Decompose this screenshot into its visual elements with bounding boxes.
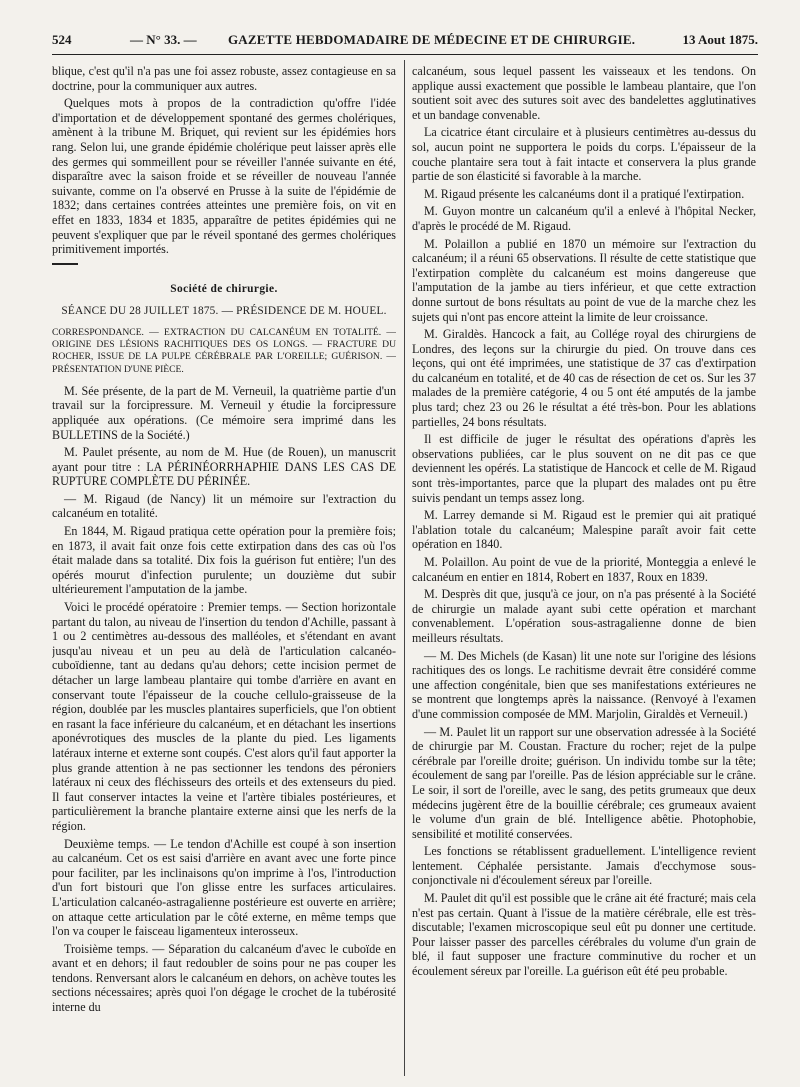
section-heading: Société de chirurgie. xyxy=(170,282,278,295)
paragraph: Quelques mots à propos de la contradiction qu'offre l'idée d'importation et de développement spontané des germes cholériques, amènent à la tribune M. Briquet, qui revient sur les épidémies hors rang. Selon lui, une grande épidémie cholérique peut laisser après elle des germes qui sommeillent pour se réveiller l'année suivante en été, disparaître avec la saison froide et se réveiller de nouveau l'année suivante, comme on l'a observé en Prusse à la suite de l'épidémie de 1832; dans certaines contrées atteintes une première fois, on vit en effet en 1833, 1834 et 1835, apparaître de petites épidémies qui ne peuvent s'expliquer que par le réveil spontané des germes cholériques primitivement importés. xyxy=(52,96,396,257)
paragraph: M. Rigaud présente les calcanéums dont il a pratiqué l'extirpation. xyxy=(424,186,745,201)
paragraph: — M. Des Michels (de Kasan) lit une note sur l'origine des lésions rachitiques des os longs. Le rachitisme devrait être considéré comme une affection congénitale, bien que ses manifestations extérieures ne se montrent que longtemps après la naissance. (Renvoyé à l'examen d'une commission composée de MM. Marjolin, Giraldès et Verneuil.) xyxy=(412,648,756,721)
issue-date: 13 Aout 1875. xyxy=(682,32,758,47)
paragraph: Voici le procédé opératoire : Premier temps. — Section horizontale partant du talon, au niveau de l'insertion du tendon d'Achille, passant à 1 ou 2 centimètres au-dessous des malléoles, et s'étendant en avant jusqu'au niveau et un peu au delà de l'articulation calcanéo-cuboïdienne, tant au dedans qu'au dehors; cette incision permet de détacher un large lambeau plantaire qui tombe d'arrière en avant en conservant toute l'épaisseur de la couche cellulo-graisseuse de la région, doublée par les muscles plantaires superficiels, que l'on obtient en rasant la face inférieure du calcanéum, et en détachant les insertions aponévrotiques des muscles de la plante du pied. Les ligaments latéraux interne et externe sont coupés. C'est alors qu'il faut apporter la plus grande attention à ne pas sectionner les tendons des péroniers latéraux ni ceux des fléchisseurs des orteils et des extenseurs du pied. Il faut conserver intactes la veine et l'artère tibiales postérieures, et particulièrement la branche plantaire externe ainsi que les nerfs de la région. xyxy=(52,600,396,833)
page-header xyxy=(52,30,758,55)
paragraph: M. Desprès dit que, jusqu'à ce jour, on n'a pas présenté à la Société de chirurgie un malade ayant subi cette opération et marchant convenablement. L'opération sous-astragalienne donne de bien meilleurs résultats. xyxy=(412,587,756,645)
paragraph: M. Polaillon. Au point de vue de la priorité, Monteggia a enlevé le calcanéum en entier en 1814, Robert en 1837, Roux en 1839. xyxy=(412,555,756,584)
paragraph: La cicatrice étant circulaire et à plusieurs centimètres au-dessus du sol, aucun point ne supportera le poids du corps. L'épaisseur de la couche plantaire sera tout à fait intacte et conservera la plus grande partie de son élasticité si favorable à la marche. xyxy=(412,125,756,184)
session-summary: CORRESPONDANCE. — EXTRACTION DU CALCANÉUM EN TOTALITÉ. — ORIGINE DES LÉSIONS RACHITIQUES DES OS LONGS. — FRACTURE DU ROCHER, ISSUE DE LA PULPE CÉRÉBRALE PAR L'OREILLE; GUÉRISON. — PRÉSENTATION D'UNE PIÈCE. xyxy=(52,326,396,375)
paragraph: En 1844, M. Rigaud pratiqua cette opération pour la première fois; en 1873, il avait fait onze fois cette extirpation dans des cas où l'os était malade dans sa totalité. Dix fois la guérison fut entière; l'un des opérés mourut d'infection purulente; un douzième dut subir ultérieurement l'amputation de la jambe. xyxy=(52,524,396,597)
paragraph: M. Guyon montre un calcanéum qu'il a enlevé à l'hôpital Necker, d'après le procédé de M. Rigaud. xyxy=(412,204,756,233)
right-column xyxy=(412,64,756,1074)
journal-title: GAZETTE HEBDOMADAIRE DE MÉDECINE ET DE CHIRURGIE. xyxy=(228,32,636,47)
paragraph: M. Sée présente, de la part de M. Verneuil, la quatrième partie d'un travail sur la forcipressure. M. Verneuil y étudie la forcipressure appliquée aux opérations. (Ce mémoire sera imprimé dans les BULLETINS de la Société.) xyxy=(52,383,396,442)
paragraph: M. Polaillon a publié en 1870 un mémoire sur l'extraction du calcanéum; il a réuni 65 observations. Il résulte de cette statistique que l'extirpation complète du calcanéum est moins dangereuse que l'amputation de la jambe au tiers inférieur, et que cette extraction donne surtout de bons résultats au point de vue de la marche chez les sujets qui n'ont pas encore atteint la limite de leur croissance. xyxy=(412,236,756,324)
section-separator xyxy=(52,260,396,274)
paragraph: M. Paulet présente, au nom de M. Hue (de Rouen), un manuscrit ayant pour titre : LA PÉRINÉORRHAPHIE DANS LES CAS DE RUPTURE COMPLÈTE DU PÉRINÉE. xyxy=(52,445,396,489)
page-number: 524 xyxy=(52,32,72,47)
paragraph: Troisième temps. — Séparation du calcanéum d'avec le cuboïde en avant et en dehors; il faut redoubler de soins pour ne pas couper les tendons. Renversant alors le calcanéum en dehors, on achève toutes les sections nécessaires; après quoi l'on dégage le crochet de la tubérosité interne du xyxy=(52,941,396,1015)
paragraph: Deuxième temps. — Le tendon d'Achille est coupé à son insertion au calcanéum. Cet os est saisi d'arrière en avant avec une forte pince pour faciliter, par les inclinaisons qu'on imprime à l'os, l'introduction d'un fort bistouri que l'on glisse entre les surfaces articulaires. L'articulation calcanéo-astragalienne postérieure est ouverte en arrière; on attaque cette articulation par le côté externe, en même temps que l'on va couper le faisceau ligamenteux interosseux. xyxy=(52,836,396,939)
left-column xyxy=(52,64,396,1074)
paragraph: M. Giraldès. Hancock a fait, au Collége royal des chirurgiens de Londres, des leçons sur la chirurgie du pied. On trouve dans ces leçons, qui ont été imprimées, une statistique de 37 cas d'extirpation du calcanéum en totalité, et de 40 cas de résection de cet os. Sur les 37 malades de la première catégorie, 4 ou 5 ont été amputés de la jambe plus tard; chez 23 ou 26 le résultat a été très-bon. Pour les ablations partielles, 24 bons résultats. xyxy=(412,327,756,429)
paragraph: blique, c'est qu'il n'a pas une foi assez robuste, assez contagieuse en sa doctrine, pour la communiquer aux autres. xyxy=(52,64,396,93)
paragraph: — M. Rigaud (de Nancy) lit un mémoire sur l'extraction du calcanéum en totalité. xyxy=(52,491,396,521)
paragraph: M. Larrey demande si M. Rigaud est le premier qui ait pratiqué l'ablation totale du calcanéum; Malespine paraît avoir fait cette opération en 1840. xyxy=(412,508,756,552)
session-line: SÉANCE DU 28 JUILLET 1875. — PRÉSIDENCE DE M. HOUEL. xyxy=(61,305,387,318)
paragraph: — M. Paulet lit un rapport sur une observation adressée à la Société de chirurgie par M. Coustan. Fracture du rocher; rejet de la pulpe cérébrale par l'oreille droite; guérison. Un individu tombe sur la tête; écoulement de sang par l'oreille. Pas de lésion appréciable sur le crâne. Le soir, il sort de l'oreille, avec le sang, des petits grumeaux que deux médecins jugèrent être de la bouillie cérébrale; ces grumeaux avaient le volume d'un grain de blé. Intelligence abêtie. Photophobie, sensibilité et motilité conservées. xyxy=(412,724,756,841)
paragraph: calcanéum, sous lequel passent les vaisseaux et les tendons. On applique aussi exactement que possible le lambeau plantaire, que l'on soutient soit avec des sutures soit avec des bandelettes agglutinatives et un bandage convenable. xyxy=(412,64,756,122)
issue-number: — N° 33. — xyxy=(130,32,197,47)
column-divider xyxy=(404,60,405,1076)
paragraph: M. Paulet dit qu'il est possible que le crâne ait été fracturé; mais cela n'est pas certain. Quant à l'issue de la matière cérébrale, elle est très-discutable; l'examen microscopique seul eût pu donner une certitude. Pour laisser passer des parcelles cérébrales du volume d'un grain de blé, il faut supposer une fracture comminutive du rocher et un écoulement séreux par l'oreille. La guérison eût été peu probable. xyxy=(412,891,756,979)
paragraph: Les fonctions se rétablissent graduellement. L'intelligence revient lentement. Céphalée persistante. Jamais d'ecchymose sous-conjonctivale ni d'écoulement séreux par l'oreille. xyxy=(412,844,756,888)
paragraph: Il est difficile de juger le résultat des opérations d'après les observations publiées, car le plus souvent on ne dit pas ce que deviennent les opérés. La statistique de Hancock et celle de M. Rigaud sont très-importantes, parce que la plupart des malades ont pu être suivis pendant un temps assez long. xyxy=(412,432,756,505)
